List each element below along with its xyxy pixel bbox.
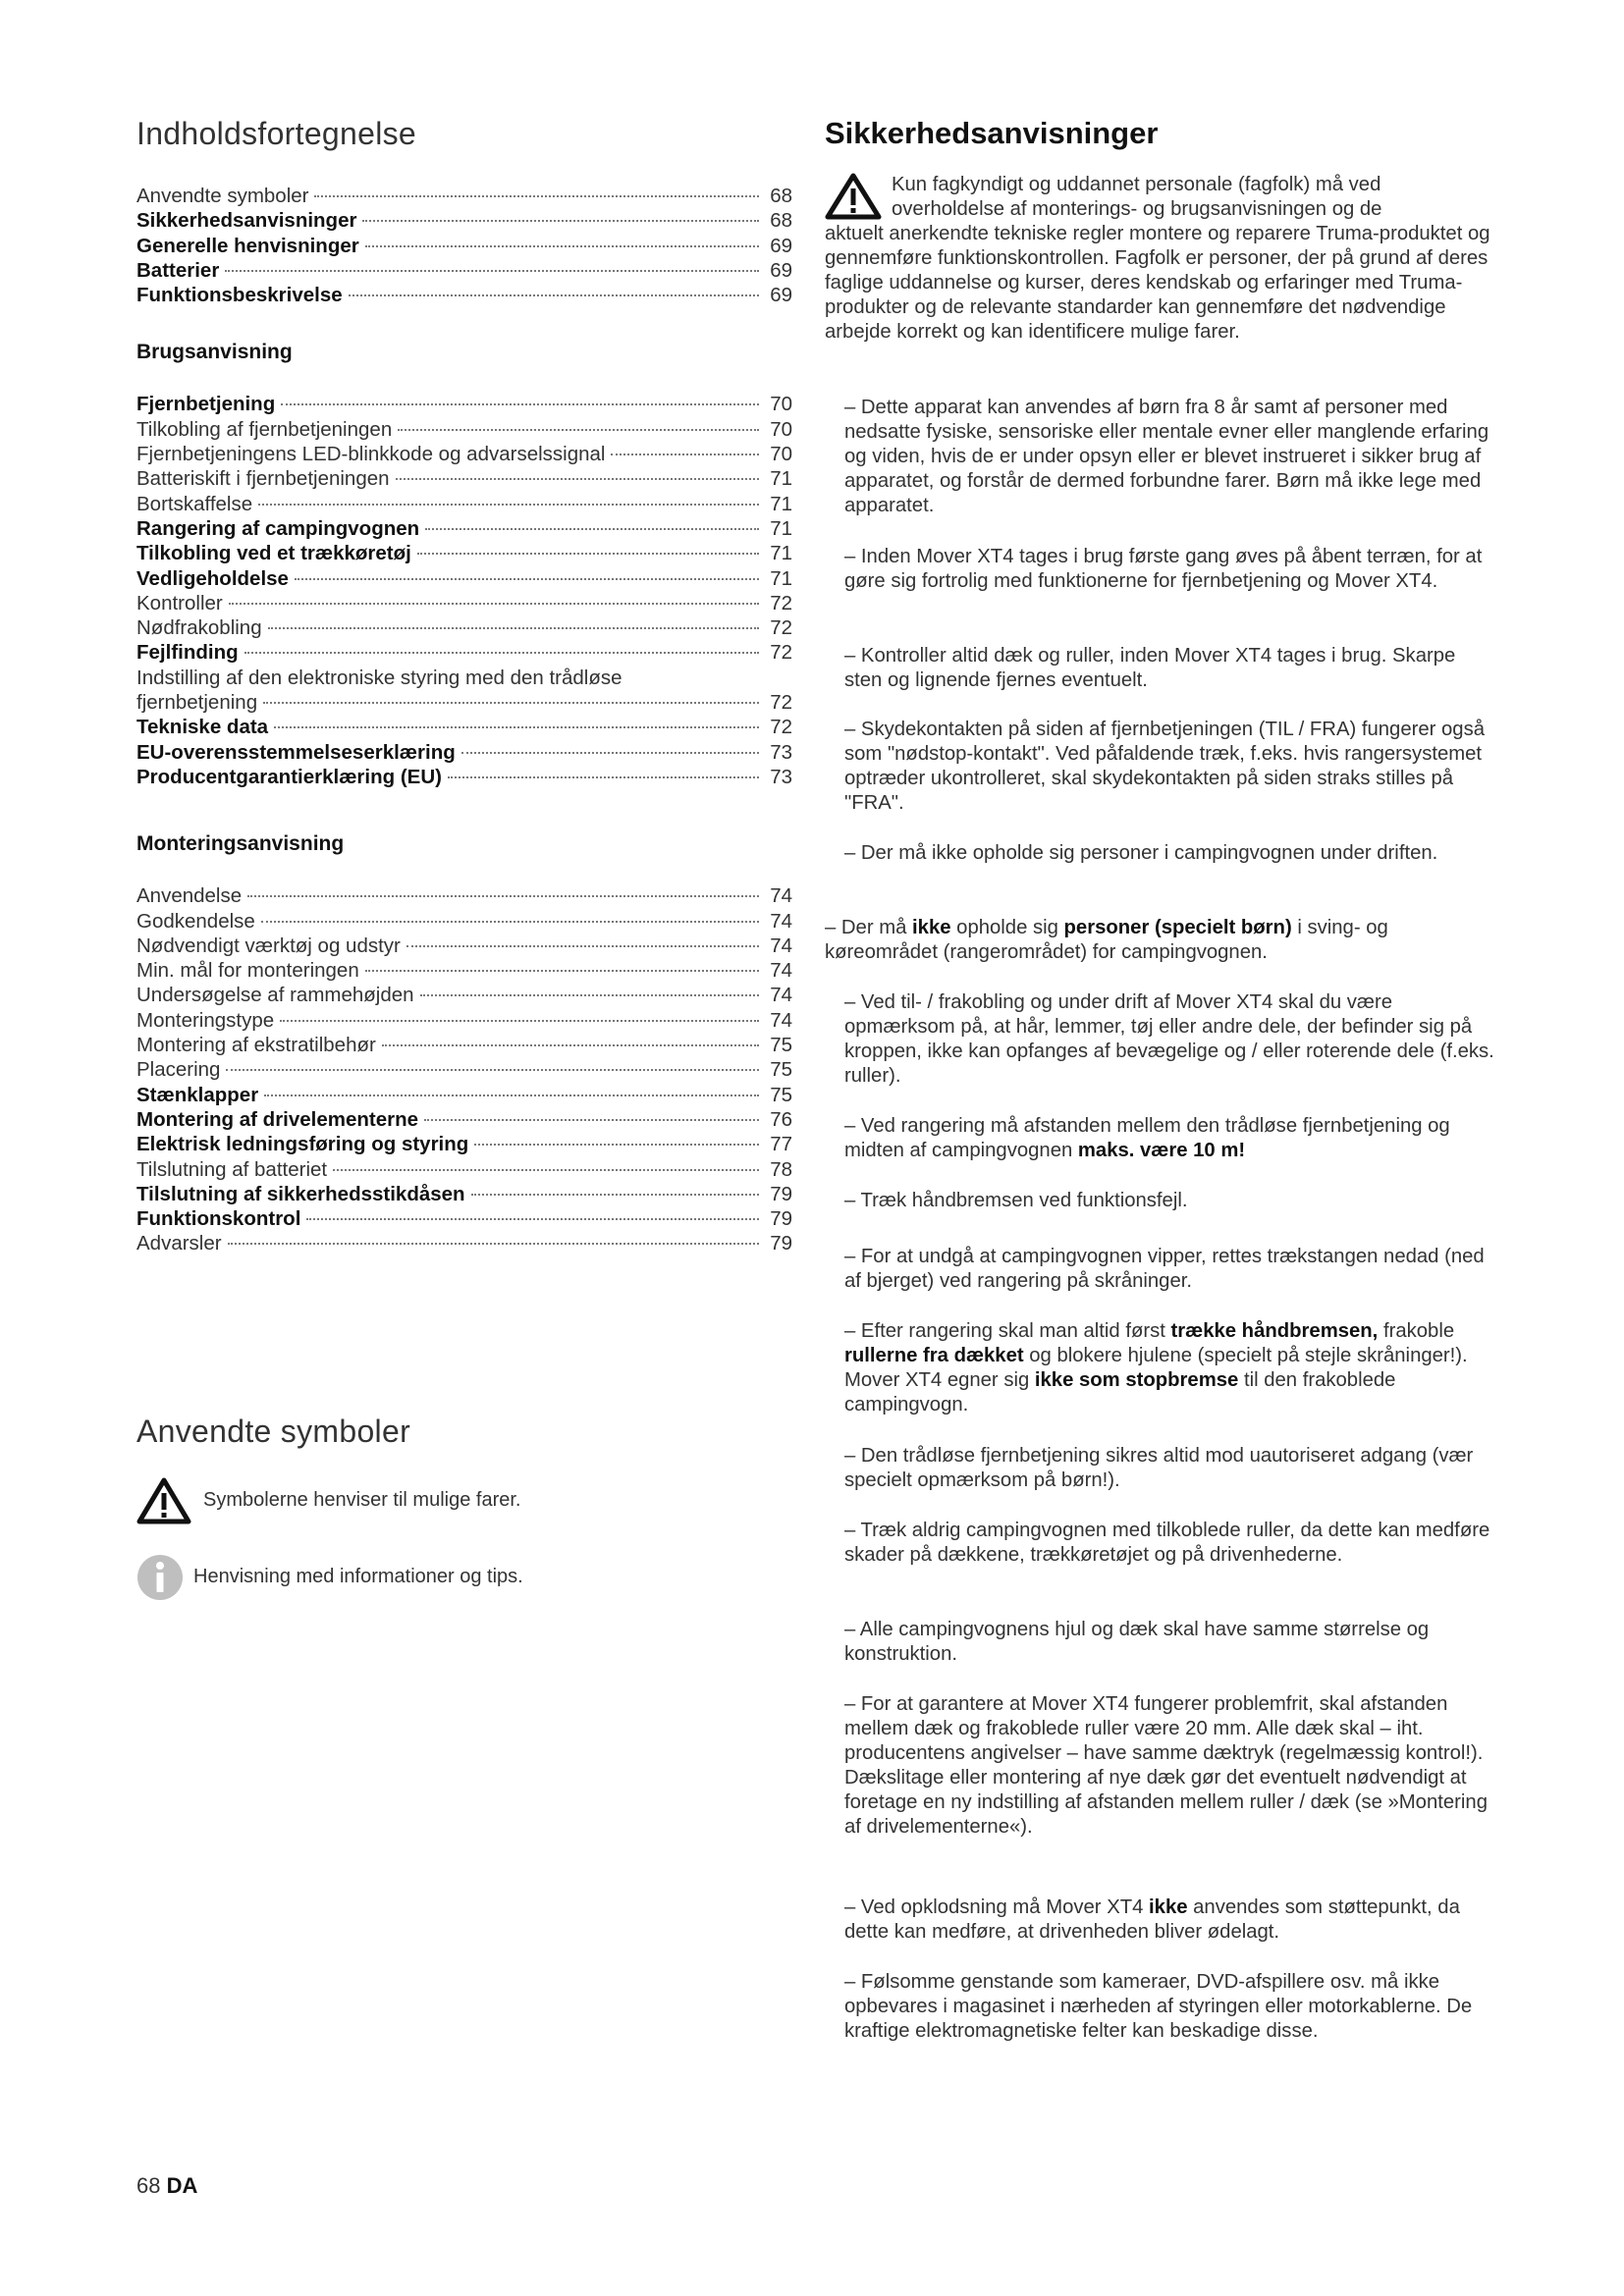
toc-brugs-list bbox=[136, 392, 792, 789]
toc-dot-leader bbox=[362, 220, 759, 222]
toc-entry[interactable] bbox=[136, 208, 792, 233]
toc-dot-leader bbox=[425, 528, 759, 530]
toc-entry-title: Stænklapper bbox=[136, 1083, 259, 1106]
toc-entry[interactable] bbox=[136, 1206, 792, 1231]
toc-dot-leader bbox=[280, 1020, 759, 1022]
toc-entry-page: 74 bbox=[770, 1008, 792, 1032]
toc-entry-title: Funktionskontrol bbox=[136, 1207, 301, 1231]
toc-entry-page: 79 bbox=[770, 1207, 792, 1231]
toc-dot-leader bbox=[424, 1119, 759, 1121]
safety-item: – Træk aldrig campingvognen med tilkoblede ruller, da dette kan medføre skader på dækkene, trækkøretøjet og på drivenhederne. bbox=[844, 1520, 1490, 1566]
safety-item: – Alle campingvognens hjul og dæk skal have samme størrelse og konstruktion. bbox=[844, 1619, 1430, 1665]
toc-entry[interactable] bbox=[136, 492, 792, 516]
toc-entry-page: 69 bbox=[770, 234, 792, 257]
toc-entry-title: Elektrisk ledningsføring og styring bbox=[136, 1133, 469, 1156]
toc-entry-title: Sikkerhedsanvisninger bbox=[136, 209, 357, 233]
toc-entry[interactable] bbox=[136, 715, 792, 739]
toc-dot-leader bbox=[396, 478, 759, 480]
toc-entry[interactable] bbox=[136, 417, 792, 442]
toc-entry[interactable] bbox=[136, 392, 792, 416]
toc-entry-page: 76 bbox=[770, 1107, 792, 1131]
warning-triangle-icon bbox=[136, 1477, 191, 1524]
toc-entry-title: Producentgarantierklæring (EU) bbox=[136, 765, 442, 788]
toc-montering-list bbox=[136, 883, 792, 1255]
toc-entry-page: 75 bbox=[770, 1058, 792, 1082]
safety-item: – Der må ikke opholde sig personer i campingvognen under driften. bbox=[844, 842, 1438, 864]
toc-entry-title: Tekniske data bbox=[136, 716, 269, 739]
toc-entry-title: Fjernbetjeningens LED-blinkkode og advarselssignal bbox=[136, 443, 606, 466]
safety-item: – Der må ikke opholde sig personer (specielt børn) i sving- og køreområdet (rangerområdet) for campingvognen. bbox=[825, 917, 1388, 963]
toc-entry-page: 72 bbox=[770, 691, 792, 715]
toc-entry-wrapped[interactable]: Indstilling af den elektroniske styring med den trådløse bbox=[136, 666, 623, 689]
toc-entry-title: Batteriskift i fjernbetjeningen bbox=[136, 467, 390, 491]
toc-dot-leader bbox=[295, 578, 759, 580]
toc-entry[interactable] bbox=[136, 690, 792, 715]
toc-entry[interactable] bbox=[136, 234, 792, 258]
safety-item: – Kontroller altid dæk og ruller, inden Mover XT4 tages i brug. Skarpe sten og lignende fjernes eventuelt. bbox=[844, 645, 1456, 691]
toc-entry[interactable] bbox=[136, 1157, 792, 1182]
toc-entry-title: Anvendte symboler bbox=[136, 185, 309, 207]
toc-dot-leader bbox=[226, 1069, 759, 1071]
safety-item: – Ved til- / frakobling og under drift af Mover XT4 skal du være opmærksom på, at hår, lemmer, tøj eller andre dele, der befinder sig på kroppen, ikke kan opfanges af bevægelige og / eller roterende dele (f.eks. ruller). bbox=[844, 991, 1494, 1087]
toc-entry-page: 72 bbox=[770, 716, 792, 739]
safety-intro-rest: aktuelt anerkendte tekniske regler montere og reparere Truma-produktet og gennemføre funktionskontrollen. Fagfolk er personer, der på grund af deres faglige uddannelse og kurser, deres kendskab og erfaringer med Truma-produkter og de relevante standarder kan gennemføre det nødvendige arbejde korrekt og kan identificere mulige farer. bbox=[825, 223, 1490, 343]
safety-title: Sikkerhedsanvisninger bbox=[825, 116, 1159, 150]
toc-entry[interactable] bbox=[136, 883, 792, 908]
toc-dot-leader bbox=[448, 776, 759, 778]
toc-dot-leader bbox=[263, 702, 759, 704]
toc-dot-leader bbox=[333, 1169, 759, 1171]
toc-entry-page: 70 bbox=[770, 443, 792, 466]
safety-item: – Træk håndbremsen ved funktionsfejl. bbox=[844, 1190, 1188, 1211]
toc-entry[interactable] bbox=[136, 640, 792, 665]
safety-item: – Dette apparat kan anvendes af børn fra 8 år samt af personer med nedsatte fysiske, sensoriske eller mentale evner eller manglende erfaring og viden, hvis de er under opsyn eller er blevet instrueret i sikker brug af apparatet, og forstår de dermed forbundne farer. Børn må ikke lege med apparatet. bbox=[844, 397, 1489, 516]
toc-entry-title: Fjernbetjening bbox=[136, 393, 276, 416]
toc-dot-leader bbox=[417, 553, 759, 555]
toc-dot-leader bbox=[258, 504, 759, 506]
toc-dot-leader bbox=[382, 1044, 759, 1046]
warning-symbol-row bbox=[136, 1477, 792, 1524]
toc-entry-page: 74 bbox=[770, 959, 792, 983]
toc-entry-title: Tilkobling ved et trækkøretøj bbox=[136, 542, 411, 565]
toc-entry[interactable] bbox=[136, 541, 792, 565]
toc-entry-page: 73 bbox=[770, 765, 792, 788]
toc-entry[interactable] bbox=[136, 466, 792, 491]
toc-entry-page: 71 bbox=[770, 467, 792, 491]
safety-item: – Ved rangering må afstanden mellem den trådløse fjernbetjening og midten af campingvognen maks. være 10 m! bbox=[844, 1115, 1450, 1161]
monteringsanvisning-heading: Monteringsanvisning bbox=[136, 832, 345, 856]
toc-entry[interactable] bbox=[136, 283, 792, 307]
toc-entry-title: Tilslutning af batteriet bbox=[136, 1157, 328, 1181]
toc-entry-page: 72 bbox=[770, 641, 792, 665]
toc-entry[interactable] bbox=[136, 983, 792, 1007]
safety-item: – For at undgå at campingvognen vipper, rettes trækstangen nedad (ned af bjerget) ved rangering på skråninger. bbox=[844, 1246, 1485, 1292]
toc-entry-page: 72 bbox=[770, 591, 792, 614]
toc-entry-title: Vedligeholdelse bbox=[136, 566, 289, 590]
toc-dot-leader bbox=[365, 245, 759, 247]
safety-intro-line1: Kun fagkyndigt og uddannet personale (fagfolk) må ved bbox=[892, 174, 1381, 195]
toc-entry-page: 75 bbox=[770, 1083, 792, 1106]
toc-entry[interactable] bbox=[136, 1107, 792, 1132]
toc-entry-page: 73 bbox=[770, 740, 792, 764]
toc-dot-leader bbox=[268, 627, 759, 629]
info-symbol-row bbox=[136, 1554, 792, 1601]
toc-entry-page: 78 bbox=[770, 1157, 792, 1181]
toc-dot-leader bbox=[398, 429, 759, 431]
toc-dot-leader bbox=[281, 403, 759, 405]
toc-entry-page: 71 bbox=[770, 492, 792, 515]
toc-entry[interactable] bbox=[136, 1057, 792, 1082]
toc-entry-page: 72 bbox=[770, 616, 792, 640]
toc-entry-page: 74 bbox=[770, 884, 792, 908]
toc-entry-title: Kontroller bbox=[136, 591, 223, 614]
safety-item: – Den trådløse fjernbetjening sikres altid mod uautoriseret adgang (vær specielt opmærksom på børn!). bbox=[844, 1445, 1474, 1491]
toc-entry[interactable] bbox=[136, 258, 792, 283]
toc-title: Indholdsfortegnelse bbox=[136, 116, 417, 151]
toc-dot-leader bbox=[274, 726, 759, 728]
toc-entry-title: Monteringstype bbox=[136, 1008, 275, 1032]
toc-dot-leader bbox=[461, 752, 759, 754]
toc-dot-leader bbox=[264, 1095, 759, 1096]
toc-entry-page: 74 bbox=[770, 934, 792, 957]
info-circle-icon bbox=[136, 1554, 184, 1601]
toc-entry-title: Undersøgelse af rammehøjden bbox=[136, 984, 414, 1007]
toc-entry-title: Advarsler bbox=[136, 1232, 222, 1255]
toc-entry-page: 70 bbox=[770, 417, 792, 441]
toc-entry[interactable] bbox=[136, 1033, 792, 1057]
toc-entry[interactable] bbox=[136, 1231, 792, 1255]
toc-dot-leader bbox=[365, 970, 759, 972]
toc-entry[interactable] bbox=[136, 1182, 792, 1206]
toc-entry-title: Placering bbox=[136, 1058, 221, 1082]
toc-entry[interactable] bbox=[136, 909, 792, 934]
toc-entry-page: 71 bbox=[770, 542, 792, 565]
language-code: DA bbox=[166, 2173, 198, 2198]
toc-entry[interactable] bbox=[136, 1008, 792, 1033]
toc-dot-leader bbox=[611, 454, 759, 455]
toc-entry[interactable] bbox=[136, 442, 792, 466]
safety-item: – Skydekontakten på siden af fjernbetjeningen (TIL / FRA) fungerer også som "nødstop-kontakt". Ved påfaldende træk, f.eks. hvis rangersystemet optræder ukontrolleret, skal skydekontakten på siden straks stilles på "FRA". bbox=[844, 719, 1486, 814]
toc-entry[interactable] bbox=[136, 591, 792, 615]
toc-entry[interactable] bbox=[136, 566, 792, 591]
toc-entry-page: 77 bbox=[770, 1133, 792, 1156]
toc-entry-title: Generelle henvisninger bbox=[136, 234, 359, 257]
toc-dot-leader bbox=[420, 994, 759, 996]
toc-dot-leader bbox=[306, 1218, 759, 1220]
toc-dot-leader bbox=[406, 945, 759, 947]
toc-dot-leader bbox=[225, 270, 759, 272]
toc-entry[interactable] bbox=[136, 958, 792, 983]
toc-entry-title: Tilslutning af sikkerhedsstikdåsen bbox=[136, 1182, 465, 1205]
toc-entry-title: Nødfrakobling bbox=[136, 616, 262, 640]
symbols-title: Anvendte symboler bbox=[136, 1413, 411, 1449]
safety-item: – Følsomme genstande som kameraer, DVD-afspillere osv. må ikke opbevares i magasinet i nærheden af styringen eller motorkablerne. De kraftige elektromagnetiske felter kan beskadige disse. bbox=[844, 1971, 1473, 2042]
toc-entry-title: Batterier bbox=[136, 258, 220, 282]
toc-dot-leader bbox=[247, 895, 759, 897]
toc-entry-page: 70 bbox=[770, 393, 792, 416]
toc-entry[interactable] bbox=[136, 1083, 792, 1107]
toc-entry-page: 71 bbox=[770, 516, 792, 540]
toc-entry-title: Godkendelse bbox=[136, 909, 255, 933]
toc-entry-page: 71 bbox=[770, 566, 792, 590]
toc-entry-page: 75 bbox=[770, 1034, 792, 1057]
safety-item: – Inden Mover XT4 tages i brug første gang øves på åbent terræn, for at gøre sig fortrolig med funktionerne for fjernbetjening og Mover XT4. bbox=[844, 546, 1483, 592]
left-column bbox=[136, 116, 792, 1601]
toc-entry-title: Fejlfinding bbox=[136, 641, 239, 665]
toc-entry-title: Montering af ekstratilbehør bbox=[136, 1034, 376, 1057]
info-symbol-text: Henvisning med informationer og tips. bbox=[193, 1566, 523, 1588]
toc-entry-page: 68 bbox=[770, 209, 792, 233]
toc-entry[interactable] bbox=[136, 184, 792, 208]
toc-entry-page: 79 bbox=[770, 1182, 792, 1205]
safety-list bbox=[825, 116, 1492, 2079]
toc-entry-title: Montering af drivelementerne bbox=[136, 1107, 419, 1131]
toc-dot-leader bbox=[261, 921, 759, 923]
toc-entry-title: Min. mål for monteringen bbox=[136, 959, 359, 983]
toc-dot-leader bbox=[314, 195, 759, 197]
warning-symbol-text: Symbolerne henviser til mulige farer. bbox=[203, 1489, 521, 1512]
toc-entry-page: 69 bbox=[770, 284, 792, 307]
page-number: 68 bbox=[136, 2173, 161, 2198]
toc-entry-title: Rangering af campingvognen bbox=[136, 516, 420, 540]
toc-dot-leader bbox=[471, 1194, 759, 1196]
toc-entry[interactable] bbox=[136, 934, 792, 958]
toc-dot-leader bbox=[349, 294, 759, 296]
right-column bbox=[825, 116, 1494, 2042]
toc-entry-page: 74 bbox=[770, 984, 792, 1007]
page-footer bbox=[136, 2173, 197, 2199]
toc-dot-leader bbox=[229, 603, 759, 605]
toc-entry-title: Tilkobling af fjernbetjeningen bbox=[136, 417, 393, 441]
toc-entry-title: Nødvendigt værktøj og udstyr bbox=[136, 934, 401, 957]
toc-main-list bbox=[136, 184, 792, 307]
toc-dot-leader bbox=[228, 1243, 759, 1245]
toc-entry-title: EU-overensstemmelseserklæring bbox=[136, 740, 456, 764]
toc-entry[interactable] bbox=[136, 1132, 792, 1156]
toc-entry[interactable] bbox=[136, 516, 792, 541]
toc-entry-page: 69 bbox=[770, 258, 792, 282]
toc-entry-page: 79 bbox=[770, 1232, 792, 1255]
toc-dot-leader bbox=[244, 652, 759, 654]
toc-entry-page: 68 bbox=[770, 185, 792, 207]
toc-entry[interactable] bbox=[136, 740, 792, 765]
safety-item: – Efter rangering skal man altid først trække håndbremsen, frakoble rullerne fra dækket og blokere hjulene (specielt på stejle skråninger!). Mover XT4 egner sig ikke som stopbremse til den frakoblede campingvogn. bbox=[844, 1320, 1468, 1415]
brugsanvisning-heading: Brugsanvisning bbox=[136, 341, 293, 364]
toc-entry-title: Funktionsbeskrivelse bbox=[136, 284, 343, 307]
toc-entry[interactable] bbox=[136, 765, 792, 789]
safety-item: – Ved opklodsning må Mover XT4 ikke anvendes som støttepunkt, da dette kan medføre, at drivenheden bliver ødelagt. bbox=[844, 1896, 1460, 1943]
toc-entry-title: Bortskaffelse bbox=[136, 492, 253, 515]
toc-entry-title: Anvendelse bbox=[136, 884, 243, 908]
safety-intro-line2: overholdelse af monterings- og brugsanvisningen og de bbox=[892, 198, 1382, 220]
toc-entry-page: 74 bbox=[770, 909, 792, 933]
toc-dot-leader bbox=[474, 1144, 759, 1146]
safety-item: – For at garantere at Mover XT4 fungerer problemfrit, skal afstanden mellem dæk og frakoblede ruller være 20 mm. Alle dæk skal – iht. producentens angivelser – have samme dæktryk (regelmæssig kontrol!). Dækslitage eller montering af nye dæk gør det eventuelt nødvendigt at foretage en ny indstilling af afstanden mellem ruller / dæk (se »Montering af drivelementerne«). bbox=[844, 1693, 1488, 1838]
toc-entry[interactable] bbox=[136, 615, 792, 640]
toc-entry-title: fjernbetjening bbox=[136, 691, 258, 715]
